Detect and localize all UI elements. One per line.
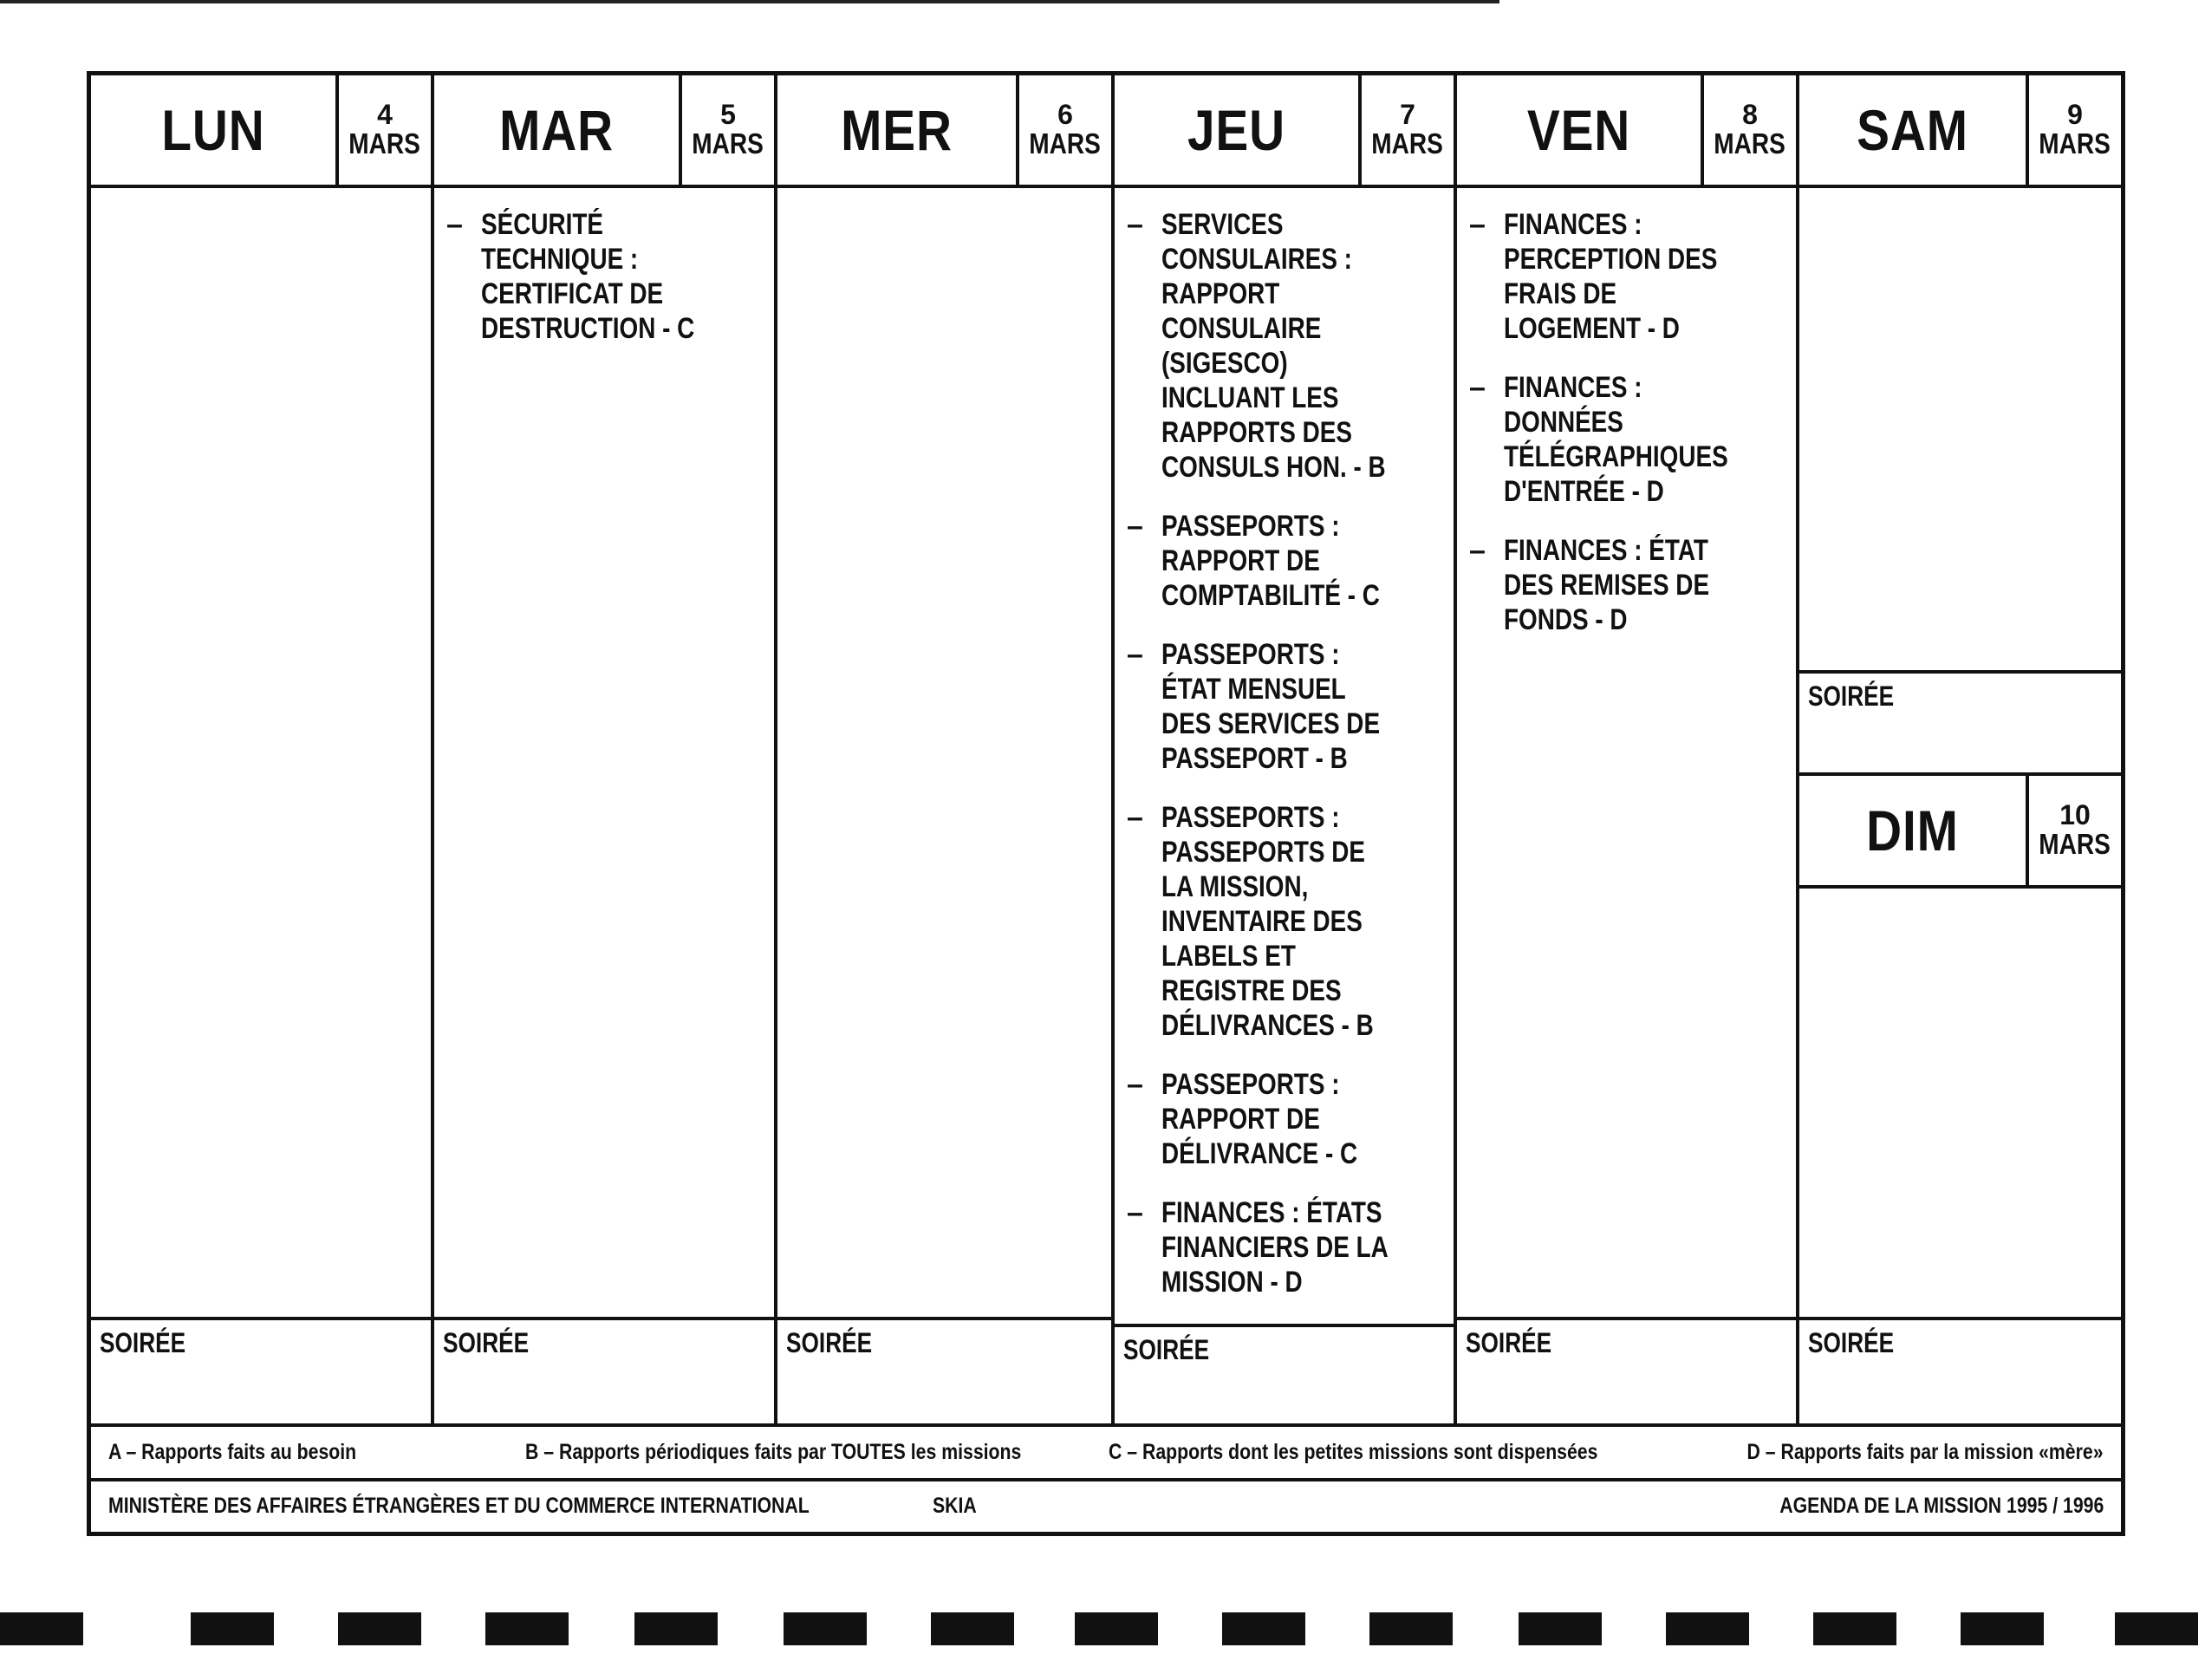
soiree-label: SOIRÉE [443, 1327, 530, 1358]
entry-dash: – [1469, 208, 1486, 241]
entry-dash: – [1127, 208, 1143, 241]
day-date [335, 75, 431, 185]
soiree-section [1799, 1317, 2121, 1423]
day-content [1115, 188, 1454, 1324]
entry-text [1161, 800, 1393, 1043]
dim-content [1799, 889, 2121, 1317]
punch-mark [1222, 1612, 1305, 1645]
day-content [91, 188, 431, 1317]
entry-dash: – [1127, 801, 1143, 834]
entry-label: SÉCURITÉ TECHNIQUE : CERTIFICAT DE DESTRUCTION - [481, 208, 671, 345]
weekly-agenda-grid [87, 71, 2125, 1536]
entry-label: FINANCES : PERCEPTION DES FRAIS DE LOGEMENT - [1504, 208, 1718, 345]
entry-dash: – [1469, 534, 1486, 567]
entry-code: B [1330, 742, 1348, 775]
entry-label: PASSEPORTS : RAPPORT DE COMPTABILITÉ - [1161, 510, 1356, 612]
date-month: MARS [1371, 127, 1444, 160]
soiree-label: SOIRÉE [1808, 1327, 1895, 1358]
report-entry [446, 207, 764, 346]
entry-text [1161, 1195, 1393, 1299]
top-rule [0, 0, 1499, 3]
entry-label: FINANCES : ÉTATS FINANCIERS DE LA MISSION - [1161, 1196, 1388, 1299]
date-month: MARS [2039, 828, 2111, 861]
day-date [2026, 776, 2121, 885]
day-column-ven [1457, 75, 1799, 1423]
punch-mark [634, 1612, 718, 1645]
day-column-sam-dim [1799, 75, 2121, 1423]
binding-marks [0, 1612, 2205, 1647]
entry-label: SERVICES CONSULAIRES : RAPPORT CONSULAIRE (SIGESCO) INCLUANT LES RAPPORTS DES CONSULS HON. - [1161, 208, 1362, 484]
day-content [434, 188, 774, 1317]
day-name: DIM [1866, 798, 1959, 863]
punch-mark [191, 1612, 274, 1645]
date-number: 7 [1400, 98, 1415, 130]
day-header [1799, 75, 2121, 188]
report-entry [1127, 800, 1443, 1043]
soiree-section [1115, 1324, 1454, 1430]
soiree-label: SOIRÉE [1808, 680, 1895, 712]
entry-code: B [1368, 451, 1386, 484]
date-month: MARS [692, 127, 764, 160]
day-content [777, 188, 1111, 1317]
entry-label: FINANCES : ÉTAT DES REMISES DE FONDS - [1504, 534, 1710, 636]
report-entry [1127, 1067, 1443, 1171]
entry-text [481, 207, 712, 346]
footer-row [91, 1478, 2121, 1533]
punch-mark [1519, 1612, 1602, 1645]
report-entry [1127, 637, 1443, 776]
report-entry [1469, 533, 1785, 637]
date-number: 9 [2067, 98, 2083, 130]
punch-mark [1075, 1612, 1158, 1645]
entry-code: B [1356, 1009, 1374, 1042]
legend-b: B – Rapports périodiques faits par TOUTES les missions [525, 1439, 1022, 1464]
legend-row [91, 1423, 2121, 1478]
entry-code: D [1285, 1266, 1303, 1299]
punch-mark [0, 1612, 83, 1645]
form-code: SKIA [933, 1494, 978, 1519]
entry-dash: – [446, 208, 463, 241]
day-column-jeu [1115, 75, 1457, 1423]
entry-dash: – [1127, 1196, 1143, 1229]
entry-dash: – [1127, 1068, 1143, 1101]
punch-mark [1369, 1612, 1453, 1645]
punch-mark [784, 1612, 867, 1645]
day-name: MAR [499, 98, 614, 162]
entry-label: PASSEPORTS : RAPPORT DE DÉLIVRANCE - [1161, 1068, 1340, 1170]
day-name: SAM [1857, 98, 1968, 162]
day-header [91, 75, 431, 188]
date-month: MARS [1714, 127, 1786, 160]
report-entry [1127, 207, 1443, 485]
entry-text [1504, 533, 1735, 637]
date-month: MARS [1029, 127, 1102, 160]
legend-d: D – Rapports faits par la mission «mère» [1747, 1439, 2104, 1464]
entry-label: FINANCES : DONNÉES TÉLÉGRAPHIQUES D'ENTRÉE - [1504, 371, 1728, 508]
ministry-name: MINISTÈRE DES AFFAIRES ÉTRANGÈRES ET DU COMMERCE INTERNATIONAL [108, 1494, 810, 1519]
entry-text [1161, 509, 1393, 613]
day-column-mer [777, 75, 1115, 1423]
report-entry [1469, 207, 1785, 346]
day-header-dim [1799, 776, 2121, 889]
day-date [1016, 75, 1111, 185]
soiree-section [434, 1317, 774, 1423]
day-name: JEU [1187, 98, 1285, 162]
legend-a: A – Rapports faits au besoin [108, 1439, 357, 1464]
entry-text [1504, 207, 1735, 346]
day-date [1701, 75, 1796, 185]
day-header [434, 75, 774, 188]
punch-mark [1666, 1612, 1749, 1645]
punch-mark [1961, 1612, 2044, 1645]
legend-c: C – Rapports dont les petites missions sont dispensées [1109, 1439, 1598, 1464]
date-number: 8 [1742, 98, 1758, 130]
soiree-section [1799, 670, 2121, 776]
entry-code: C [1362, 579, 1380, 612]
day-header [1115, 75, 1454, 188]
entry-dash: – [1127, 510, 1143, 543]
agenda-title: AGENDA DE LA MISSION 1995 / 1996 [1779, 1494, 2104, 1519]
report-entry [1469, 370, 1785, 509]
day-date [2026, 75, 2121, 185]
day-header [1457, 75, 1796, 188]
date-number: 4 [377, 98, 393, 130]
day-content [1457, 188, 1796, 1317]
entry-code: C [677, 312, 695, 345]
soiree-label: SOIRÉE [1466, 1327, 1552, 1358]
soiree-label: SOIRÉE [100, 1327, 186, 1358]
day-name: LUN [161, 98, 265, 162]
soiree-label: SOIRÉE [786, 1327, 873, 1358]
soiree-section [1457, 1317, 1796, 1423]
date-number: 5 [720, 98, 736, 130]
entry-code: C [1340, 1137, 1358, 1170]
report-entry [1127, 509, 1443, 613]
date-month: MARS [2039, 127, 2111, 160]
date-month: MARS [348, 127, 421, 160]
day-name: MER [841, 98, 953, 162]
day-date [679, 75, 774, 185]
punch-mark [338, 1612, 421, 1645]
entry-text [1161, 637, 1393, 776]
entry-text [1161, 1067, 1393, 1171]
punch-mark [931, 1612, 1014, 1645]
entry-dash: – [1469, 371, 1486, 404]
soiree-section [91, 1317, 431, 1423]
entry-code: D [1610, 603, 1628, 636]
entry-code: D [1646, 475, 1664, 508]
punch-mark [2115, 1612, 2198, 1645]
entry-code: D [1662, 312, 1680, 345]
soiree-section [777, 1317, 1111, 1423]
date-number: 10 [2059, 798, 2091, 830]
entry-text [1504, 370, 1735, 509]
punch-mark [1813, 1612, 1896, 1645]
day-date [1358, 75, 1454, 185]
soiree-label: SOIRÉE [1123, 1334, 1210, 1365]
sam-content [1799, 188, 2121, 670]
punch-mark [485, 1612, 569, 1645]
entry-text [1161, 207, 1393, 485]
day-name: VEN [1526, 98, 1631, 162]
day-header [777, 75, 1111, 188]
date-number: 6 [1057, 98, 1073, 130]
entry-label: PASSEPORTS : ÉTAT MENSUEL DES SERVICES DE PASSEPORT - [1161, 638, 1381, 775]
day-column-lun [91, 75, 434, 1423]
entry-dash: – [1127, 638, 1143, 671]
report-entry [1127, 1195, 1443, 1299]
entry-label: PASSEPORTS : PASSEPORTS DE LA MISSION, INVENTAIRE DES LABELS ET REGISTRE DES DÉLIVRANCES - [1161, 801, 1365, 1042]
day-column-mar [434, 75, 777, 1423]
